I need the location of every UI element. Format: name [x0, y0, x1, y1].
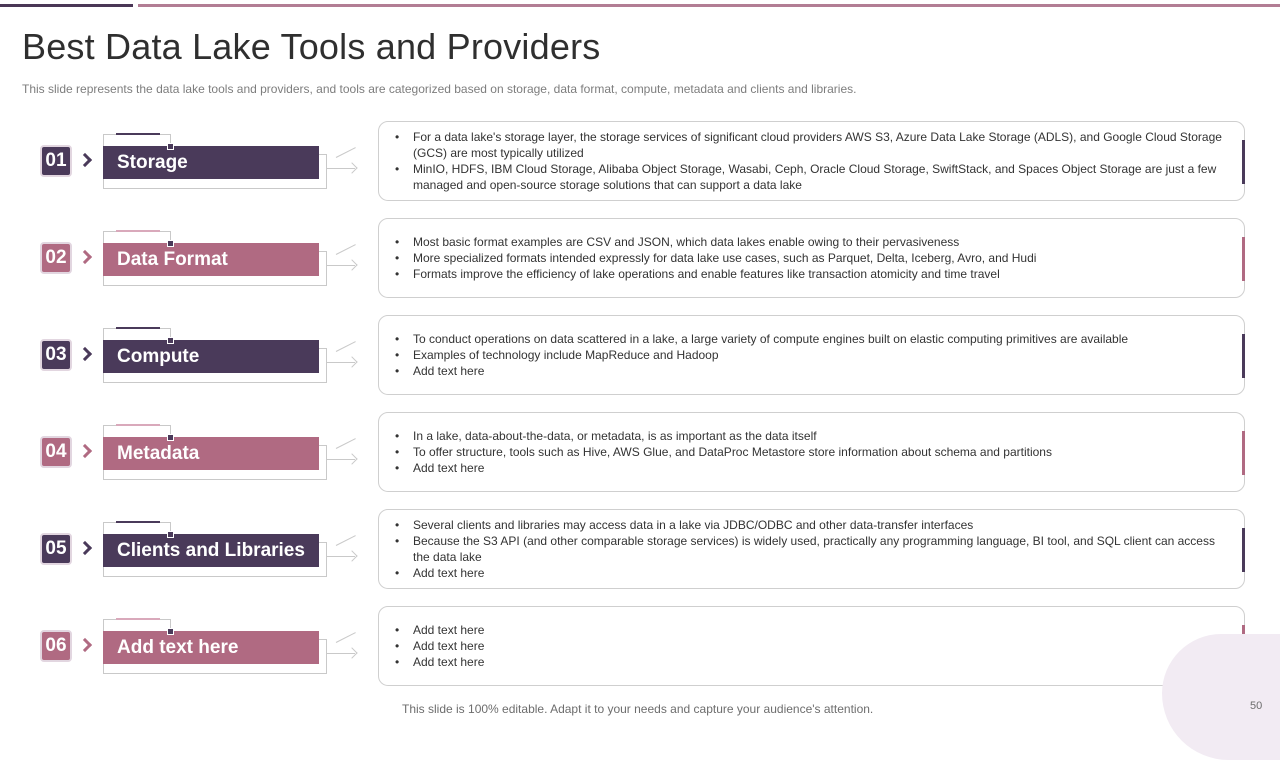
card-accent-bar	[1242, 431, 1245, 475]
top-accent-line-rose	[138, 4, 1280, 7]
label-tab-bar	[116, 424, 160, 426]
bullet-item: • To offer structure, tools such as Hive, AWS Glue, and DataProc Metastore store information about schema and partitions	[413, 444, 1224, 460]
bullet-list	[413, 622, 1224, 670]
chevron-right-icon	[78, 250, 92, 264]
category-row-storage	[0, 121, 1280, 203]
connector-line-diagonal	[336, 535, 356, 546]
row-number-badge: 04	[40, 436, 72, 468]
bullet-item: • MinIO, HDFS, IBM Cloud Storage, Alibaba Object Storage, Wasabi, Ceph, Oracle Cloud Storage, SwiftStack, and Spaces Object Storage are just a few managed and open-source storage solutions that can support a data lake	[413, 161, 1224, 193]
arrow-right-icon	[346, 259, 357, 270]
bullet-item: • Formats improve the efficiency of lake operations and enable features like transaction atomicity and time travel	[413, 266, 1224, 282]
card-accent-bar	[1242, 140, 1245, 184]
connector-line-diagonal	[336, 244, 356, 255]
row-number-badge: 02	[40, 242, 72, 274]
chevron-right-icon	[78, 347, 92, 361]
label-connector-knot	[167, 143, 174, 150]
row-number-badge: 01	[40, 145, 72, 177]
description-card	[378, 412, 1245, 492]
card-accent-bar	[1242, 528, 1245, 572]
category-row-add-text	[0, 606, 1280, 688]
category-label: Clients and Libraries	[103, 534, 319, 567]
bullet-item: • Add text here	[413, 565, 1224, 581]
description-card	[378, 315, 1245, 395]
bullet-item: • For a data lake's storage layer, the storage services of significant cloud providers AWS S3, Azure Data Lake Storage (ADLS), and Google Cloud Storage (GCS) are most typically utilized	[413, 129, 1224, 161]
arrow-right-icon	[346, 162, 357, 173]
label-tab-bar	[116, 521, 160, 523]
bullet-item: • Several clients and libraries may access data in a lake via JDBC/ODBC and other data-transfer interfaces	[413, 517, 1224, 533]
slide-title: Best Data Lake Tools and Providers	[22, 26, 601, 67]
arrow-right-icon	[346, 647, 357, 658]
page-number: 50	[1250, 700, 1263, 712]
row-number-badge: 05	[40, 533, 72, 565]
card-accent-bar	[1242, 237, 1245, 281]
category-label: Add text here	[103, 631, 319, 664]
bullet-list	[413, 331, 1224, 379]
row-number-badge: 03	[40, 339, 72, 371]
bullet-list	[413, 517, 1224, 581]
bullet-list	[413, 129, 1224, 193]
label-connector-knot	[167, 531, 174, 538]
bullet-list	[413, 234, 1224, 282]
category-label: Storage	[103, 146, 319, 179]
label-connector-knot	[167, 434, 174, 441]
description-card	[378, 606, 1245, 686]
category-label: Data Format	[103, 243, 319, 276]
chevron-right-icon	[78, 541, 92, 555]
bullet-item: • Most basic format examples are CSV and JSON, which data lakes enable owing to their pervasiveness	[413, 234, 1224, 250]
bullet-item: • To conduct operations on data scattered in a lake, a large variety of compute engines built on elastic computing primitives are available	[413, 331, 1224, 347]
category-row-data-format	[0, 218, 1280, 300]
slide-footer-note: This slide is 100% editable. Adapt it to your needs and capture your audience's attention.	[402, 702, 874, 716]
bullet-item: • Add text here	[413, 363, 1224, 379]
arrow-right-icon	[346, 356, 357, 367]
top-accent-line-dark	[0, 4, 133, 7]
bullet-item: • Add text here	[413, 638, 1224, 654]
row-number-badge: 06	[40, 630, 72, 662]
bullet-item: • More specialized formats intended expressly for data lake use cases, such as Parquet, Delta, Iceberg, Avro, and Hudi	[413, 250, 1224, 266]
label-tab-bar	[116, 618, 160, 620]
label-tab-bar	[116, 327, 160, 329]
corner-decoration	[1162, 634, 1280, 760]
chevron-right-icon	[78, 153, 92, 167]
bullet-item: • Add text here	[413, 622, 1224, 638]
category-row-metadata	[0, 412, 1280, 494]
label-connector-knot	[167, 628, 174, 635]
arrow-right-icon	[346, 550, 357, 561]
connector-line-diagonal	[336, 341, 356, 352]
connector-line-diagonal	[336, 438, 356, 449]
bullet-list	[413, 428, 1224, 476]
chevron-right-icon	[78, 444, 92, 458]
category-row-clients-and-libraries	[0, 509, 1280, 591]
arrow-right-icon	[346, 453, 357, 464]
connector-line-diagonal	[336, 147, 356, 158]
connector-line-diagonal	[336, 632, 356, 643]
category-row-compute	[0, 315, 1280, 397]
chevron-right-icon	[78, 638, 92, 652]
slide-subtitle: This slide represents the data lake tools and providers, and tools are categorized based on storage, data format, compute, metadata and clients and libraries.	[22, 82, 857, 96]
category-label: Compute	[103, 340, 319, 373]
bullet-item: • Examples of technology include MapReduce and Hadoop	[413, 347, 1224, 363]
label-connector-knot	[167, 337, 174, 344]
bullet-item: • In a lake, data-about-the-data, or metadata, is as important as the data itself	[413, 428, 1224, 444]
label-tab-bar	[116, 133, 160, 135]
label-connector-knot	[167, 240, 174, 247]
description-card	[378, 509, 1245, 589]
bullet-item: • Because the S3 API (and other comparable storage services) is widely used, practically any programming language, BI tool, and SQL client can access the data lake	[413, 533, 1224, 565]
category-label: Metadata	[103, 437, 319, 470]
bullet-item: • Add text here	[413, 460, 1224, 476]
description-card	[378, 218, 1245, 298]
card-accent-bar	[1242, 334, 1245, 378]
bullet-item: • Add text here	[413, 654, 1224, 670]
label-tab-bar	[116, 230, 160, 232]
description-card	[378, 121, 1245, 201]
